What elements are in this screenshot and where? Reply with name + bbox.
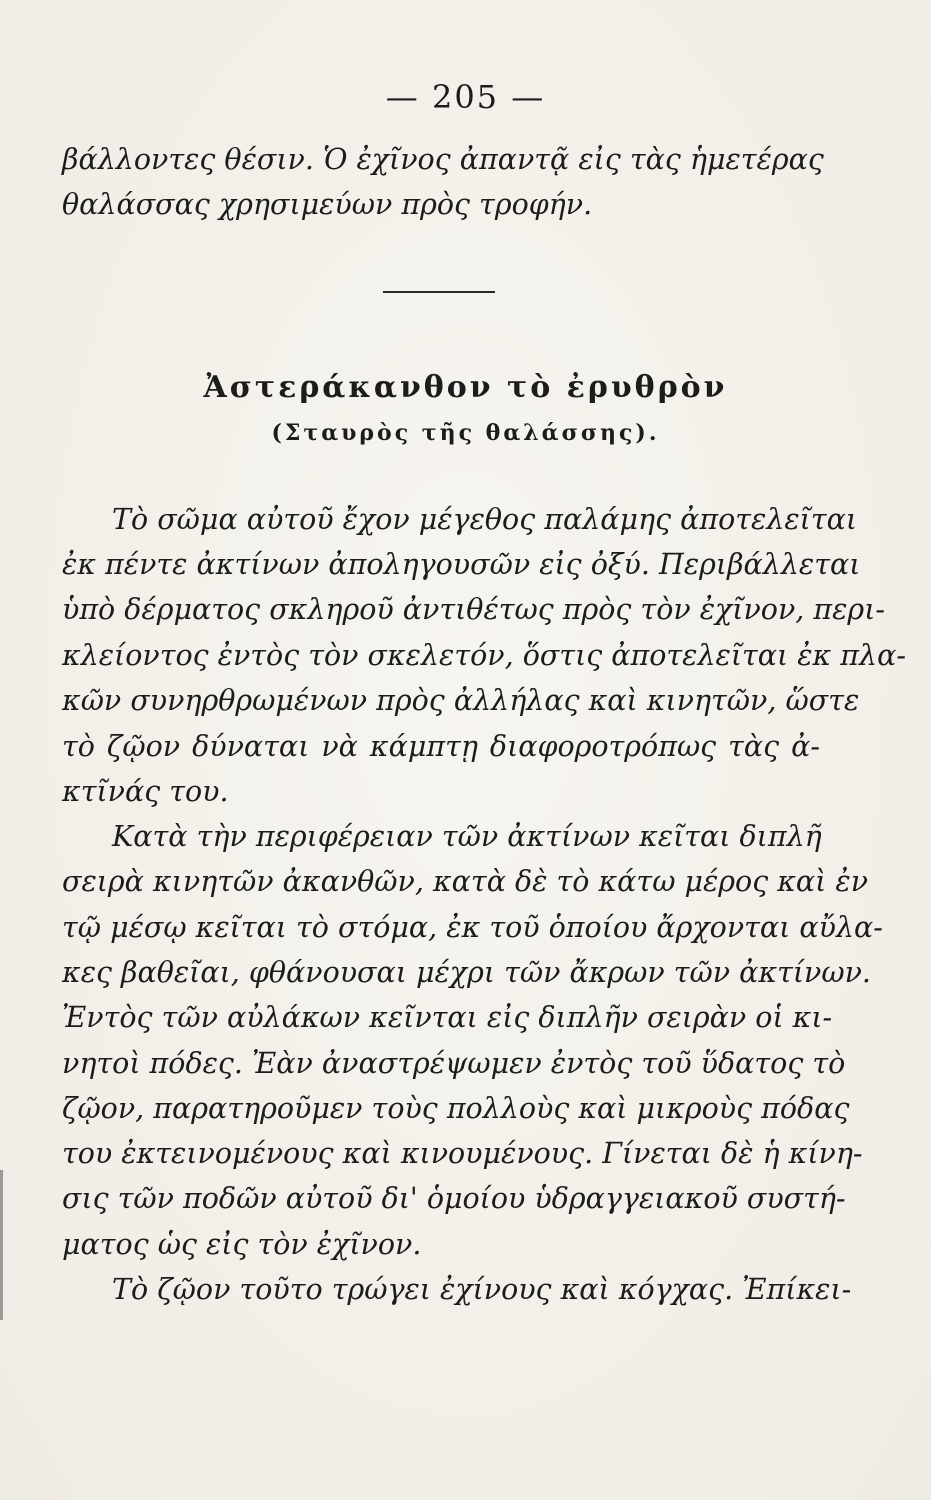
body-line-3: ὑπὸ δέρματος σκληροῦ ἀντιθέτως πρὸς τὸν ἐχῖνον, περι- — [62, 593, 885, 626]
body-line-12: Ἐντὸς τῶν αὐλάκων κεῖνται εἰς διπλῆν σειρὰν οἱ κι- — [62, 1001, 833, 1034]
section-title: Ἀστεράκανθον τὸ ἐρυθρὸν — [203, 370, 728, 405]
body-line-2: ἐκ πέντε ἀκτίνων ἀποληγουσῶν εἰς ὀξύ. Περιβάλλεται — [62, 548, 861, 581]
binding-edge-mark — [0, 1170, 3, 1320]
section-divider — [383, 291, 495, 293]
body-line-9: σειρὰ κινητῶν ἀκανθῶν, κατὰ δὲ τὸ κάτω μέρος καὶ ἐν — [62, 865, 869, 898]
body-line-4: κλείοντος ἐντὸς τὸν σκελετόν, ὅστις ἀποτελεῖται ἐκ πλα- — [62, 639, 906, 672]
body-line-6: τὸ ζῷον δύναται νὰ κάμπτῃ διαφοροτρόπως τὰς ἀ- — [62, 730, 820, 763]
body-line-17: ματος ὡς εἰς τὸν ἐχῖνον. — [62, 1228, 422, 1261]
body-line-5: κῶν συνηρθρωμένων πρὸς ἀλλήλας καὶ κινητῶν, ὥστε — [62, 684, 860, 717]
body-line-1: Τὸ σῶμα αὐτοῦ ἔχον μέγεθος παλάμης ἀποτελεῖται — [112, 503, 858, 536]
body-line-13: νητοὶ πόδες. Ἐὰν ἀναστρέψωμεν ἐντὸς τοῦ ὕδατος τὸ — [62, 1047, 846, 1080]
body-line-10: τῷ μέσῳ κεῖται τὸ στόμα, ἐκ τοῦ ὁποίου ἄρχονται αὔλα- — [62, 911, 883, 944]
body-line-18: Τὸ ζῷον τοῦτο τρώγει ἐχίνους καὶ κόγχας. Ἐπίκει- — [112, 1273, 852, 1306]
intro-line-2: θαλάσσας χρησιμεύων πρὸς τροφήν. — [62, 188, 593, 221]
body-line-11: κες βαθεῖαι, φθάνουσαι μέχρι τῶν ἄκρων τῶν ἀκτίνων. — [62, 956, 871, 989]
body-line-15: του ἐκτεινομένους καὶ κινουμένους. Γίνεται δὲ ἡ κίνη- — [62, 1137, 863, 1170]
body-line-16: σις τῶν ποδῶν αὐτοῦ δι' ὁμοίου ὑδραγγειακοῦ συστή- — [62, 1182, 846, 1215]
intro-line-1: βάλλοντες θέσιν. Ὁ ἐχῖνος ἀπαντᾷ εἰς τὰς ἡμετέρας — [62, 143, 824, 176]
body-line-8: Κατὰ τὴν περιφέρειαν τῶν ἀκτίνων κεῖται διπλῆ — [112, 820, 822, 853]
section-subtitle: (Σταυρὸς τῆς θαλάσσης). — [271, 420, 660, 446]
body-line-7: κτῖνάς του. — [62, 775, 229, 808]
page-number: — 205 — — [385, 78, 546, 116]
body-line-14: ζῷον, παρατηροῦμεν τοὺς πολλοὺς καὶ μικροὺς πόδας — [62, 1092, 850, 1125]
